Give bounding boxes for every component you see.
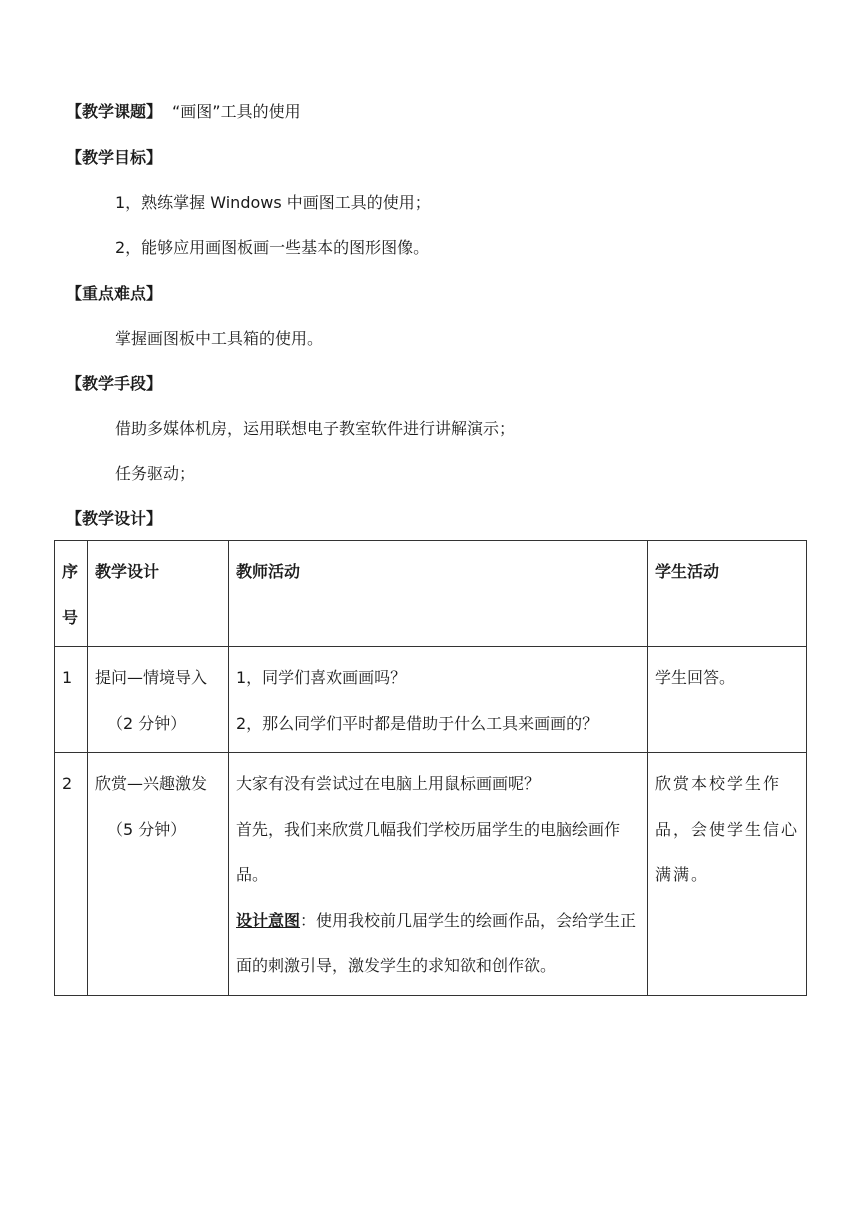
topic-line	[66, 101, 301, 123]
design-intent-text: ：使用我校前几届学生的绘画作品，会给学生正面的刺激引导，激发学生的求知欲和创作欲。	[236, 910, 637, 975]
means-heading: 【教学手段】	[66, 374, 163, 393]
design-intent-label: 设计意图	[236, 910, 301, 930]
cell-teacher: 大家有没有尝试过在电脑上用鼠标画画呢？ 首先，我们来欣赏几幅我们学校历届学生的电脑绘画作品。 设计意图：使用我校前几届学生的绘画作品，会给学生正面的刺激引导，激发学生的求知欲和创作欲。	[229, 753, 648, 996]
topic-label: 【教学课题】	[66, 102, 163, 121]
cell-student: 学生回答。	[648, 647, 807, 753]
header-teacher: 教师活动	[229, 541, 648, 647]
table-row	[55, 647, 807, 753]
table-header-row	[55, 541, 807, 647]
goal-item: 2，能够应用画图板画一些基本的图形图像。	[115, 238, 430, 257]
design-heading: 【教学设计】	[66, 509, 163, 528]
means-item: 任务驱动；	[115, 464, 196, 483]
table-row	[55, 753, 807, 996]
key-points-heading: 【重点难点】	[66, 284, 163, 303]
header-design: 教学设计	[88, 541, 229, 647]
cell-seq: 1	[55, 647, 88, 753]
means-item: 借助多媒体机房，运用联想电子教室软件进行讲解演示；	[115, 419, 516, 438]
cell-teacher: 1，同学们喜欢画画吗？ 2，那么同学们平时都是借助于什么工具来画画的？	[229, 647, 648, 753]
header-student: 学生活动	[648, 541, 807, 647]
teaching-design-table	[54, 540, 807, 996]
header-seq: 序 号	[55, 541, 88, 647]
cell-design: 欣赏—兴趣激发 （5 分钟）	[88, 753, 229, 996]
goal-item: 1，熟练掌握 Windows 中画图工具的使用；	[115, 193, 431, 212]
cell-design: 提问—情境导入 （2 分钟）	[88, 647, 229, 753]
topic-value: “画图”工具的使用	[172, 102, 301, 121]
key-points-text: 掌握画图板中工具箱的使用。	[115, 329, 324, 348]
cell-student: 欣赏本校学生作品，会使学生信心满满。	[648, 753, 807, 996]
cell-seq: 2	[55, 753, 88, 996]
goals-heading: 【教学目标】	[66, 148, 163, 167]
